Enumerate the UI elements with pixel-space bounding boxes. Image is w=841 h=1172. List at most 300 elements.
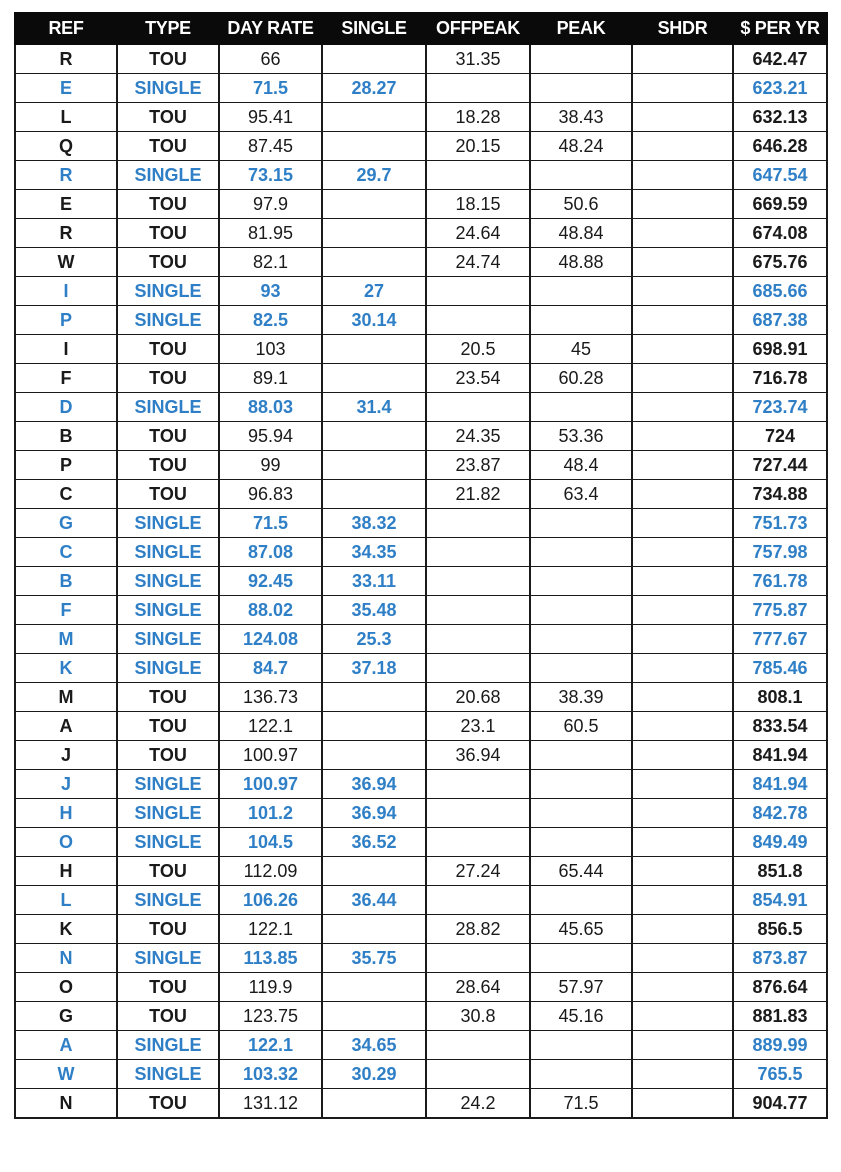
- type-cell: TOU: [117, 915, 219, 944]
- ref-cell: F: [15, 596, 117, 625]
- shdr-cell: [632, 770, 733, 799]
- day-rate-cell: 124.08: [219, 625, 322, 654]
- peak-cell: [530, 277, 632, 306]
- ref-cell: N: [15, 1089, 117, 1119]
- single-rate-cell: 34.65: [322, 1031, 426, 1060]
- type-cell: TOU: [117, 973, 219, 1002]
- table-row: [15, 509, 827, 538]
- peak-cell: [530, 886, 632, 915]
- type-cell: TOU: [117, 741, 219, 770]
- offpeak-cell: 24.64: [426, 219, 530, 248]
- table-row: [15, 799, 827, 828]
- table-row: [15, 1031, 827, 1060]
- shdr-cell: [632, 364, 733, 393]
- per-year-cell: 833.54: [733, 712, 827, 741]
- per-year-cell: 775.87: [733, 596, 827, 625]
- single-rate-cell: [322, 219, 426, 248]
- day-rate-cell: 87.45: [219, 132, 322, 161]
- ref-cell: R: [15, 219, 117, 248]
- ref-cell: F: [15, 364, 117, 393]
- per-year-cell: 642.47: [733, 44, 827, 74]
- ref-cell: C: [15, 480, 117, 509]
- ref-cell: G: [15, 1002, 117, 1031]
- day-rate-cell: 100.97: [219, 770, 322, 799]
- table-row: [15, 480, 827, 509]
- peak-cell: 48.84: [530, 219, 632, 248]
- peak-cell: [530, 1031, 632, 1060]
- day-rate-cell: 103.32: [219, 1060, 322, 1089]
- shdr-cell: [632, 654, 733, 683]
- ref-cell: R: [15, 44, 117, 74]
- per-year-cell: 675.76: [733, 248, 827, 277]
- offpeak-cell: [426, 625, 530, 654]
- per-year-cell: 685.66: [733, 277, 827, 306]
- header-shdr: SHDR: [632, 13, 733, 44]
- ref-cell: L: [15, 103, 117, 132]
- single-rate-cell: [322, 915, 426, 944]
- shdr-cell: [632, 683, 733, 712]
- type-cell: TOU: [117, 44, 219, 74]
- type-cell: SINGLE: [117, 277, 219, 306]
- per-year-cell: 873.87: [733, 944, 827, 973]
- day-rate-cell: 103: [219, 335, 322, 364]
- single-rate-cell: 36.52: [322, 828, 426, 857]
- table-row: [15, 915, 827, 944]
- single-rate-cell: 37.18: [322, 654, 426, 683]
- day-rate-cell: 73.15: [219, 161, 322, 190]
- type-cell: SINGLE: [117, 799, 219, 828]
- header-offpeak: OFFPEAK: [426, 13, 530, 44]
- offpeak-cell: [426, 944, 530, 973]
- offpeak-cell: 20.68: [426, 683, 530, 712]
- shdr-cell: [632, 886, 733, 915]
- shdr-cell: [632, 248, 733, 277]
- shdr-cell: [632, 132, 733, 161]
- type-cell: SINGLE: [117, 1060, 219, 1089]
- peak-cell: 60.28: [530, 364, 632, 393]
- header-ref: REF: [15, 13, 117, 44]
- shdr-cell: [632, 915, 733, 944]
- shdr-cell: [632, 74, 733, 103]
- per-year-cell: 904.77: [733, 1089, 827, 1119]
- type-cell: TOU: [117, 480, 219, 509]
- single-rate-cell: 27: [322, 277, 426, 306]
- table-row: [15, 132, 827, 161]
- per-year-cell: 723.74: [733, 393, 827, 422]
- day-rate-cell: 87.08: [219, 538, 322, 567]
- day-rate-cell: 123.75: [219, 1002, 322, 1031]
- offpeak-cell: 31.35: [426, 44, 530, 74]
- per-year-cell: 687.38: [733, 306, 827, 335]
- table-row: [15, 1060, 827, 1089]
- single-rate-cell: 33.11: [322, 567, 426, 596]
- ref-cell: L: [15, 886, 117, 915]
- type-cell: SINGLE: [117, 161, 219, 190]
- shdr-cell: [632, 828, 733, 857]
- offpeak-cell: 36.94: [426, 741, 530, 770]
- type-cell: TOU: [117, 219, 219, 248]
- ref-cell: Q: [15, 132, 117, 161]
- peak-cell: 38.39: [530, 683, 632, 712]
- type-cell: TOU: [117, 451, 219, 480]
- offpeak-cell: [426, 828, 530, 857]
- table-body: [15, 44, 827, 1118]
- single-rate-cell: 28.27: [322, 74, 426, 103]
- offpeak-cell: 28.64: [426, 973, 530, 1002]
- peak-cell: 60.5: [530, 712, 632, 741]
- peak-cell: [530, 74, 632, 103]
- shdr-cell: [632, 103, 733, 132]
- peak-cell: [530, 509, 632, 538]
- type-cell: SINGLE: [117, 393, 219, 422]
- offpeak-cell: 27.24: [426, 857, 530, 886]
- per-year-cell: 785.46: [733, 654, 827, 683]
- table-row: [15, 596, 827, 625]
- type-cell: SINGLE: [117, 886, 219, 915]
- day-rate-cell: 97.9: [219, 190, 322, 219]
- ref-cell: W: [15, 248, 117, 277]
- offpeak-cell: 23.1: [426, 712, 530, 741]
- peak-cell: [530, 538, 632, 567]
- offpeak-cell: 21.82: [426, 480, 530, 509]
- day-rate-cell: 71.5: [219, 74, 322, 103]
- day-rate-cell: 95.41: [219, 103, 322, 132]
- single-rate-cell: 34.35: [322, 538, 426, 567]
- per-year-cell: 777.67: [733, 625, 827, 654]
- day-rate-cell: 113.85: [219, 944, 322, 973]
- type-cell: SINGLE: [117, 567, 219, 596]
- table-row: [15, 277, 827, 306]
- type-cell: TOU: [117, 132, 219, 161]
- per-year-cell: 674.08: [733, 219, 827, 248]
- single-rate-cell: [322, 973, 426, 1002]
- type-cell: SINGLE: [117, 538, 219, 567]
- peak-cell: [530, 44, 632, 74]
- ref-cell: C: [15, 538, 117, 567]
- peak-cell: 45.16: [530, 1002, 632, 1031]
- peak-cell: [530, 161, 632, 190]
- peak-cell: [530, 828, 632, 857]
- single-rate-cell: 36.94: [322, 799, 426, 828]
- shdr-cell: [632, 625, 733, 654]
- table-row: [15, 190, 827, 219]
- shdr-cell: [632, 741, 733, 770]
- ref-cell: J: [15, 770, 117, 799]
- peak-cell: 48.88: [530, 248, 632, 277]
- single-rate-cell: [322, 857, 426, 886]
- rate-comparison-table: [14, 12, 828, 1119]
- table-row: [15, 451, 827, 480]
- day-rate-cell: 112.09: [219, 857, 322, 886]
- table-row: [15, 248, 827, 277]
- ref-cell: P: [15, 306, 117, 335]
- type-cell: TOU: [117, 683, 219, 712]
- table-row: [15, 161, 827, 190]
- ref-cell: I: [15, 277, 117, 306]
- day-rate-cell: 88.02: [219, 596, 322, 625]
- shdr-cell: [632, 1002, 733, 1031]
- table-row: [15, 364, 827, 393]
- offpeak-cell: [426, 1031, 530, 1060]
- ref-cell: K: [15, 915, 117, 944]
- shdr-cell: [632, 596, 733, 625]
- type-cell: SINGLE: [117, 944, 219, 973]
- table-row: [15, 828, 827, 857]
- type-cell: SINGLE: [117, 306, 219, 335]
- single-rate-cell: 36.94: [322, 770, 426, 799]
- shdr-cell: [632, 799, 733, 828]
- offpeak-cell: [426, 770, 530, 799]
- ref-cell: B: [15, 567, 117, 596]
- offpeak-cell: [426, 886, 530, 915]
- offpeak-cell: 24.2: [426, 1089, 530, 1119]
- peak-cell: 71.5: [530, 1089, 632, 1119]
- table-header: [15, 13, 827, 44]
- per-year-cell: 841.94: [733, 770, 827, 799]
- offpeak-cell: [426, 306, 530, 335]
- type-cell: TOU: [117, 857, 219, 886]
- single-rate-cell: [322, 103, 426, 132]
- per-year-cell: 757.98: [733, 538, 827, 567]
- per-year-cell: 727.44: [733, 451, 827, 480]
- type-cell: SINGLE: [117, 596, 219, 625]
- ref-cell: H: [15, 799, 117, 828]
- day-rate-cell: 100.97: [219, 741, 322, 770]
- per-year-cell: 623.21: [733, 74, 827, 103]
- per-year-cell: 761.78: [733, 567, 827, 596]
- table-row: [15, 335, 827, 364]
- day-rate-cell: 96.83: [219, 480, 322, 509]
- day-rate-cell: 106.26: [219, 886, 322, 915]
- single-rate-cell: [322, 44, 426, 74]
- offpeak-cell: [426, 161, 530, 190]
- table-row: [15, 944, 827, 973]
- type-cell: SINGLE: [117, 828, 219, 857]
- table-row: [15, 712, 827, 741]
- day-rate-cell: 119.9: [219, 973, 322, 1002]
- single-rate-cell: 30.14: [322, 306, 426, 335]
- per-year-cell: 734.88: [733, 480, 827, 509]
- shdr-cell: [632, 480, 733, 509]
- shdr-cell: [632, 393, 733, 422]
- ref-cell: M: [15, 683, 117, 712]
- per-year-cell: 851.8: [733, 857, 827, 886]
- ref-cell: A: [15, 712, 117, 741]
- table-row: [15, 683, 827, 712]
- peak-cell: [530, 741, 632, 770]
- type-cell: TOU: [117, 190, 219, 219]
- per-year-cell: 856.5: [733, 915, 827, 944]
- peak-cell: 63.4: [530, 480, 632, 509]
- table-row: [15, 741, 827, 770]
- shdr-cell: [632, 509, 733, 538]
- single-rate-cell: [322, 422, 426, 451]
- shdr-cell: [632, 277, 733, 306]
- header-row: [15, 13, 827, 44]
- ref-cell: D: [15, 393, 117, 422]
- single-rate-cell: [322, 1002, 426, 1031]
- ref-cell: B: [15, 422, 117, 451]
- day-rate-cell: 131.12: [219, 1089, 322, 1119]
- ref-cell: R: [15, 161, 117, 190]
- per-year-cell: 632.13: [733, 103, 827, 132]
- shdr-cell: [632, 161, 733, 190]
- table-row: [15, 219, 827, 248]
- ref-cell: N: [15, 944, 117, 973]
- offpeak-cell: 28.82: [426, 915, 530, 944]
- offpeak-cell: 24.35: [426, 422, 530, 451]
- day-rate-cell: 88.03: [219, 393, 322, 422]
- ref-cell: K: [15, 654, 117, 683]
- single-rate-cell: [322, 335, 426, 364]
- peak-cell: 50.6: [530, 190, 632, 219]
- peak-cell: [530, 944, 632, 973]
- shdr-cell: [632, 857, 733, 886]
- offpeak-cell: [426, 277, 530, 306]
- ref-cell: J: [15, 741, 117, 770]
- single-rate-cell: [322, 712, 426, 741]
- peak-cell: 38.43: [530, 103, 632, 132]
- offpeak-cell: 18.28: [426, 103, 530, 132]
- day-rate-cell: 71.5: [219, 509, 322, 538]
- offpeak-cell: [426, 1060, 530, 1089]
- per-year-cell: 841.94: [733, 741, 827, 770]
- per-year-cell: 881.83: [733, 1002, 827, 1031]
- peak-cell: 53.36: [530, 422, 632, 451]
- day-rate-cell: 81.95: [219, 219, 322, 248]
- type-cell: SINGLE: [117, 74, 219, 103]
- table-row: [15, 44, 827, 74]
- type-cell: TOU: [117, 335, 219, 364]
- day-rate-cell: 99: [219, 451, 322, 480]
- day-rate-cell: 93: [219, 277, 322, 306]
- single-rate-cell: [322, 132, 426, 161]
- single-rate-cell: [322, 451, 426, 480]
- table-row: [15, 74, 827, 103]
- single-rate-cell: 35.75: [322, 944, 426, 973]
- per-year-cell: 669.59: [733, 190, 827, 219]
- day-rate-cell: 122.1: [219, 915, 322, 944]
- peak-cell: 48.4: [530, 451, 632, 480]
- single-rate-cell: [322, 1089, 426, 1119]
- day-rate-cell: 84.7: [219, 654, 322, 683]
- shdr-cell: [632, 712, 733, 741]
- peak-cell: 48.24: [530, 132, 632, 161]
- single-rate-cell: 36.44: [322, 886, 426, 915]
- single-rate-cell: 31.4: [322, 393, 426, 422]
- single-rate-cell: [322, 190, 426, 219]
- type-cell: TOU: [117, 422, 219, 451]
- type-cell: SINGLE: [117, 625, 219, 654]
- ref-cell: G: [15, 509, 117, 538]
- type-cell: TOU: [117, 248, 219, 277]
- offpeak-cell: 23.87: [426, 451, 530, 480]
- table-row: [15, 1002, 827, 1031]
- offpeak-cell: [426, 567, 530, 596]
- single-rate-cell: [322, 741, 426, 770]
- day-rate-cell: 122.1: [219, 712, 322, 741]
- type-cell: TOU: [117, 1002, 219, 1031]
- ref-cell: M: [15, 625, 117, 654]
- shdr-cell: [632, 335, 733, 364]
- ref-cell: A: [15, 1031, 117, 1060]
- table-row: [15, 567, 827, 596]
- table-row: [15, 770, 827, 799]
- per-year-cell: 808.1: [733, 683, 827, 712]
- peak-cell: [530, 654, 632, 683]
- per-year-cell: 876.64: [733, 973, 827, 1002]
- offpeak-cell: [426, 393, 530, 422]
- single-rate-cell: 35.48: [322, 596, 426, 625]
- header-peak: PEAK: [530, 13, 632, 44]
- header-day-rate: DAY RATE: [219, 13, 322, 44]
- single-rate-cell: [322, 248, 426, 277]
- ref-cell: E: [15, 74, 117, 103]
- ref-cell: O: [15, 973, 117, 1002]
- ref-cell: W: [15, 1060, 117, 1089]
- table-row: [15, 103, 827, 132]
- peak-cell: 65.44: [530, 857, 632, 886]
- type-cell: SINGLE: [117, 654, 219, 683]
- offpeak-cell: [426, 538, 530, 567]
- day-rate-cell: 95.94: [219, 422, 322, 451]
- peak-cell: [530, 1060, 632, 1089]
- table-row: [15, 306, 827, 335]
- type-cell: TOU: [117, 364, 219, 393]
- ref-cell: P: [15, 451, 117, 480]
- peak-cell: [530, 306, 632, 335]
- type-cell: SINGLE: [117, 509, 219, 538]
- table-row: [15, 857, 827, 886]
- per-year-cell: 646.28: [733, 132, 827, 161]
- per-year-cell: 849.49: [733, 828, 827, 857]
- shdr-cell: [632, 944, 733, 973]
- single-rate-cell: 25.3: [322, 625, 426, 654]
- single-rate-cell: [322, 683, 426, 712]
- table-row: [15, 654, 827, 683]
- per-year-cell: 647.54: [733, 161, 827, 190]
- shdr-cell: [632, 1089, 733, 1119]
- table-row: [15, 625, 827, 654]
- day-rate-cell: 101.2: [219, 799, 322, 828]
- ref-cell: E: [15, 190, 117, 219]
- table-row: [15, 886, 827, 915]
- type-cell: TOU: [117, 103, 219, 132]
- peak-cell: 45.65: [530, 915, 632, 944]
- offpeak-cell: [426, 799, 530, 828]
- shdr-cell: [632, 422, 733, 451]
- table-row: [15, 973, 827, 1002]
- day-rate-cell: 66: [219, 44, 322, 74]
- per-year-cell: 889.99: [733, 1031, 827, 1060]
- shdr-cell: [632, 306, 733, 335]
- shdr-cell: [632, 219, 733, 248]
- peak-cell: [530, 567, 632, 596]
- offpeak-cell: 24.74: [426, 248, 530, 277]
- single-rate-cell: [322, 480, 426, 509]
- header-type: TYPE: [117, 13, 219, 44]
- per-year-cell: 751.73: [733, 509, 827, 538]
- per-year-cell: 716.78: [733, 364, 827, 393]
- offpeak-cell: 20.15: [426, 132, 530, 161]
- per-year-cell: 854.91: [733, 886, 827, 915]
- peak-cell: [530, 770, 632, 799]
- table-row: [15, 393, 827, 422]
- per-year-cell: 842.78: [733, 799, 827, 828]
- peak-cell: [530, 625, 632, 654]
- table-row: [15, 538, 827, 567]
- day-rate-cell: 89.1: [219, 364, 322, 393]
